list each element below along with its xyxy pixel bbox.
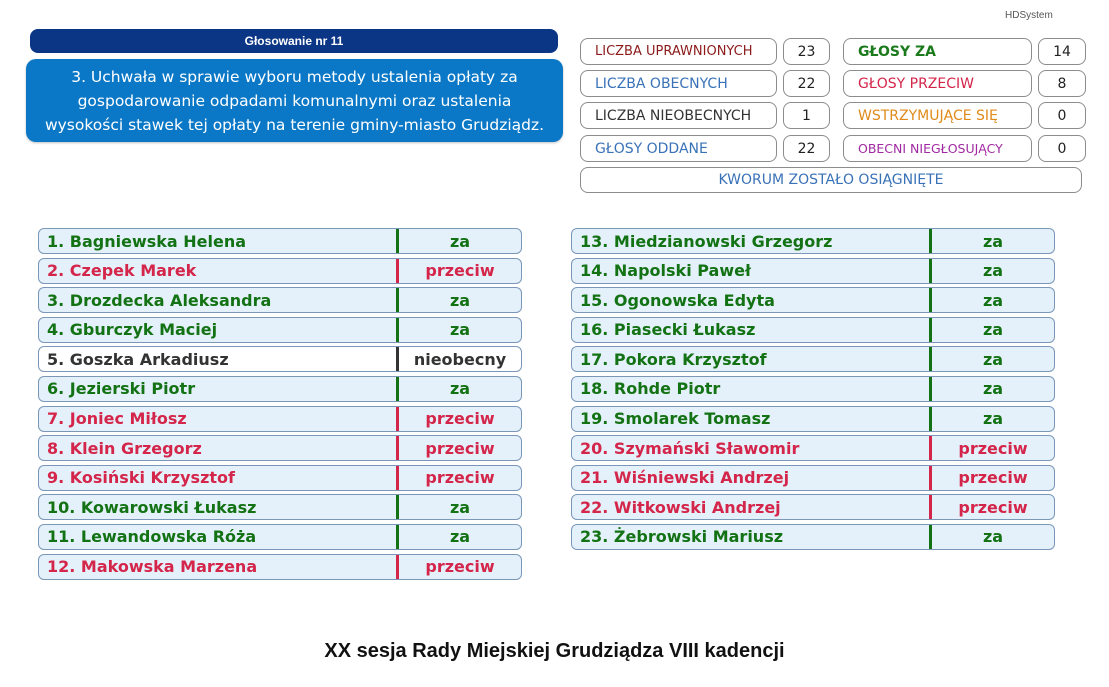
member-row xyxy=(38,346,522,372)
member-row xyxy=(38,524,522,550)
member-vote: za xyxy=(982,379,1004,399)
stat-row xyxy=(580,70,1086,97)
stat-value-uprawnionych: 23 xyxy=(783,38,830,65)
member-row xyxy=(38,494,522,520)
member-vote: za xyxy=(449,290,471,310)
stat-row xyxy=(580,38,1086,65)
member-vote: przeciw xyxy=(425,557,495,577)
member-name: 17. Pokora Krzysztof xyxy=(580,349,767,369)
vote-number-title: Głosowanie nr 11 xyxy=(30,29,558,53)
member-name: 19. Smolarek Tomasz xyxy=(580,409,771,429)
stat-label-za: GŁOSY ZA xyxy=(843,38,1032,65)
members-list-right xyxy=(571,228,1055,554)
stat-row xyxy=(580,102,1086,129)
member-vote: za xyxy=(982,527,1004,547)
member-vote: nieobecny xyxy=(413,349,507,369)
members-list-left xyxy=(38,228,522,583)
member-row xyxy=(571,465,1055,491)
member-row xyxy=(38,465,522,491)
member-name: 22. Witkowski Andrzej xyxy=(580,497,781,517)
member-name: 7. Joniec Miłosz xyxy=(47,409,187,429)
member-row xyxy=(38,258,522,284)
stat-value-nieglosujacy: 0 xyxy=(1038,135,1086,162)
stat-label-nieobecnych: LICZBA NIEOBECNYCH xyxy=(580,102,777,129)
member-name: 23. Żebrowski Mariusz xyxy=(580,527,784,547)
member-name: 3. Drozdecka Aleksandra xyxy=(47,290,272,310)
member-vote: przeciw xyxy=(425,261,495,281)
member-name: 5. Goszka Arkadiusz xyxy=(47,349,229,369)
member-vote: za xyxy=(449,320,471,340)
stat-value-wstrzymujace: 0 xyxy=(1038,102,1086,129)
stat-label-przeciw: GŁOSY PRZECIW xyxy=(843,70,1032,97)
member-row xyxy=(38,287,522,313)
member-name: 14. Napolski Paweł xyxy=(580,261,751,281)
member-name: 2. Czepek Marek xyxy=(47,261,197,281)
stat-row xyxy=(580,135,1086,162)
member-row xyxy=(38,406,522,432)
member-vote: za xyxy=(982,409,1004,429)
member-row xyxy=(38,376,522,402)
member-vote: przeciw xyxy=(958,468,1028,488)
stat-value-za: 14 xyxy=(1038,38,1086,65)
member-row xyxy=(571,406,1055,432)
member-row xyxy=(38,228,522,254)
stat-value-przeciw: 8 xyxy=(1038,70,1086,97)
member-name: 10. Kowarowski Łukasz xyxy=(47,497,257,517)
member-row xyxy=(571,346,1055,372)
member-name: 16. Piasecki Łukasz xyxy=(580,320,756,340)
member-vote: przeciw xyxy=(958,497,1028,517)
member-name: 18. Rohde Piotr xyxy=(580,379,721,399)
member-vote: za xyxy=(982,320,1004,340)
member-name: 21. Wiśniewski Andrzej xyxy=(580,468,790,488)
member-name: 4. Gburczyk Maciej xyxy=(47,320,218,340)
stat-value-oddane: 22 xyxy=(783,135,830,162)
member-vote: za xyxy=(449,497,471,517)
member-row xyxy=(571,317,1055,343)
stat-label-obecnych: LICZBA OBECNYCH xyxy=(580,70,777,97)
member-vote: za xyxy=(982,349,1004,369)
quorum-status: KWORUM ZOSTAŁO OSIĄGNIĘTE xyxy=(580,167,1082,193)
member-vote: przeciw xyxy=(425,438,495,458)
member-row xyxy=(571,228,1055,254)
resolution-text: 3. Uchwała w sprawie wyboru metody ustalenia opłaty za gospodarowanie odpadami komunalnymi oraz ustalenia wysokości stawek tej opłaty na terenie gminy-miasto Grudziądz. xyxy=(26,59,563,142)
member-row xyxy=(571,524,1055,550)
member-vote: przeciw xyxy=(958,438,1028,458)
member-vote: za xyxy=(449,527,471,547)
stat-value-obecnych: 22 xyxy=(783,70,830,97)
member-name: 1. Bagniewska Helena xyxy=(47,231,247,251)
member-name: 13. Miedzianowski Grzegorz xyxy=(580,231,833,251)
member-name: 8. Klein Grzegorz xyxy=(47,438,202,458)
member-row xyxy=(571,435,1055,461)
member-row xyxy=(571,287,1055,313)
member-vote: za xyxy=(982,261,1004,281)
member-name: 15. Ogonowska Edyta xyxy=(580,290,775,310)
member-row xyxy=(38,435,522,461)
member-vote: za xyxy=(449,379,471,399)
stat-label-nieglosujacy: OBECNI NIEGŁOSUJĄCY xyxy=(843,135,1032,162)
member-name: 9. Kosiński Krzysztof xyxy=(47,468,235,488)
member-name: 11. Lewandowska Róża xyxy=(47,527,257,547)
session-footer: XX sesja Rady Miejskiej Grudziądza VIII kadencji xyxy=(324,640,785,662)
member-row xyxy=(38,554,522,580)
member-vote: za xyxy=(982,290,1004,310)
stat-label-wstrzymujace: WSTRZYMUJĄCE SIĘ xyxy=(843,102,1032,129)
member-vote: za xyxy=(982,231,1004,251)
member-name: 20. Szymański Sławomir xyxy=(580,438,800,458)
member-vote: przeciw xyxy=(425,468,495,488)
stat-label-uprawnionych: LICZBA UPRAWNIONYCH xyxy=(580,38,777,65)
member-vote: za xyxy=(449,231,471,251)
member-row xyxy=(38,317,522,343)
member-vote: przeciw xyxy=(425,409,495,429)
member-name: 6. Jezierski Piotr xyxy=(47,379,196,399)
member-row xyxy=(571,258,1055,284)
brand-label: HDSystem xyxy=(1005,10,1053,21)
member-row xyxy=(571,494,1055,520)
stat-value-nieobecnych: 1 xyxy=(783,102,830,129)
member-row xyxy=(571,376,1055,402)
stat-label-oddane: GŁOSY ODDANE xyxy=(580,135,777,162)
member-name: 12. Makowska Marzena xyxy=(47,557,258,577)
